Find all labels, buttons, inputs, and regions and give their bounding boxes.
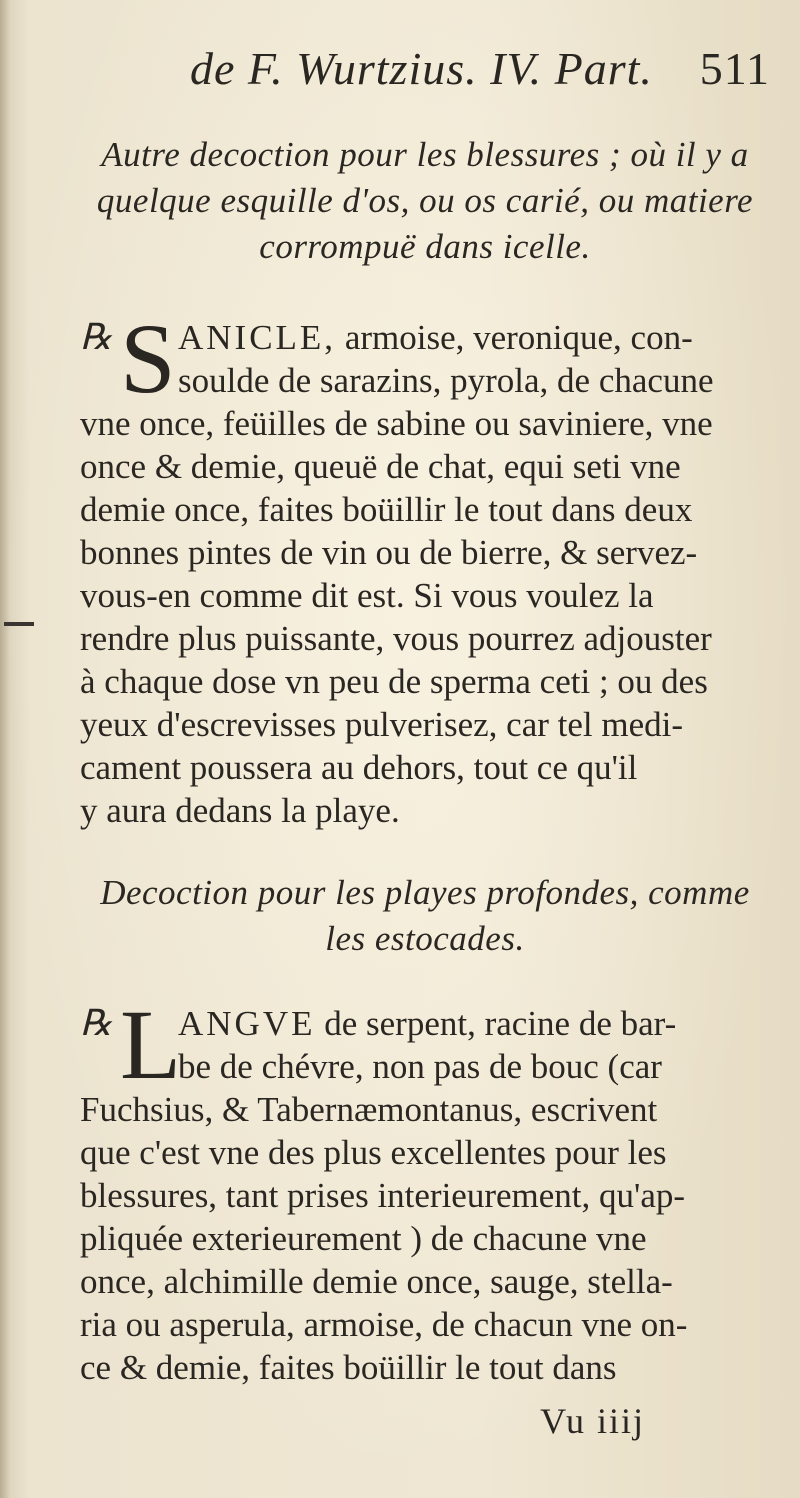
running-title: de F. Wurtzius. IV. Part. — [190, 43, 653, 94]
section2-title-line: Decoction pour les playes profondes, comme — [100, 873, 750, 912]
text-line: ria ou asperula, armoise, de chacun vne on- — [80, 1305, 688, 1344]
text-line: ANGVE de serpent, racine de bar- — [178, 1004, 677, 1043]
text-line: vous-en comme dit est. Si vous voulez la — [80, 576, 654, 615]
drop-cap: L — [120, 989, 182, 1100]
section1-lead — [80, 303, 775, 414]
text-line: Fuchsius, & Tabernæmontanus, escrivent — [80, 1090, 658, 1129]
section2-lead — [80, 989, 775, 1100]
text-line: soulde de sarazins, pyrola, de chacune — [178, 361, 714, 400]
section1-title — [70, 132, 780, 270]
drop-cap: S — [120, 303, 176, 414]
section2-title-line: les estocades. — [325, 919, 525, 958]
catchword-signature: Vu iiij — [540, 1401, 645, 1441]
text-line: que c'est vne des plus excellentes pour les — [80, 1133, 667, 1172]
running-header — [190, 42, 770, 98]
text-line: y aura dedans la playe. — [80, 791, 400, 830]
text-line: bonnes pintes de vin ou de bierre, & servez- — [80, 533, 698, 572]
page-number: 511 — [699, 43, 770, 94]
text-line: pliquée exterieurement ) de chacune vne — [80, 1219, 647, 1258]
section1-body — [80, 303, 775, 832]
text-line: blessures, tant prises interieurement, qu'ap- — [80, 1176, 686, 1215]
section2-body — [80, 989, 775, 1389]
section1-title-line: quelque esquille d'os, ou os carié, ou matiere — [96, 181, 754, 220]
text-line: once & demie, queuë de chat, equi seti vne — [80, 447, 681, 486]
text-line: rendre plus puissante, vous pourrez adjouster — [80, 619, 712, 658]
page-gutter-shadow — [0, 0, 10, 1498]
text-line: ce & demie, faites boüillir le tout dans — [80, 1348, 617, 1387]
text-line: yeux d'escrevisses pulverisez, car tel medi- — [80, 705, 684, 744]
section1-title-line: Autre decoction pour les blessures ; où il y a — [101, 135, 749, 174]
recipe-symbol: ℞ — [80, 1003, 113, 1043]
text-line: be de chévre, non pas de bouc (car — [178, 1047, 662, 1086]
text-line: demie once, faites boüillir le tout dans deux — [80, 490, 693, 529]
recipe-symbol: ℞ — [80, 317, 113, 357]
margin-mark — [4, 622, 34, 626]
text-line: à chaque dose vn peu de sperma ceti ; ou des — [80, 662, 708, 701]
section1-title-line: corrompuë dans icelle. — [259, 227, 591, 266]
text-line: once, alchimille demie once, sauge, stella- — [80, 1262, 673, 1301]
text-line: ANICLE, armoise, veronique, con- — [178, 318, 693, 357]
section2-title — [70, 870, 780, 962]
text-line: vne once, feüilles de sabine ou saviniere, vne — [80, 404, 713, 443]
text-line: cament poussera au dehors, tout ce qu'il — [80, 748, 638, 787]
